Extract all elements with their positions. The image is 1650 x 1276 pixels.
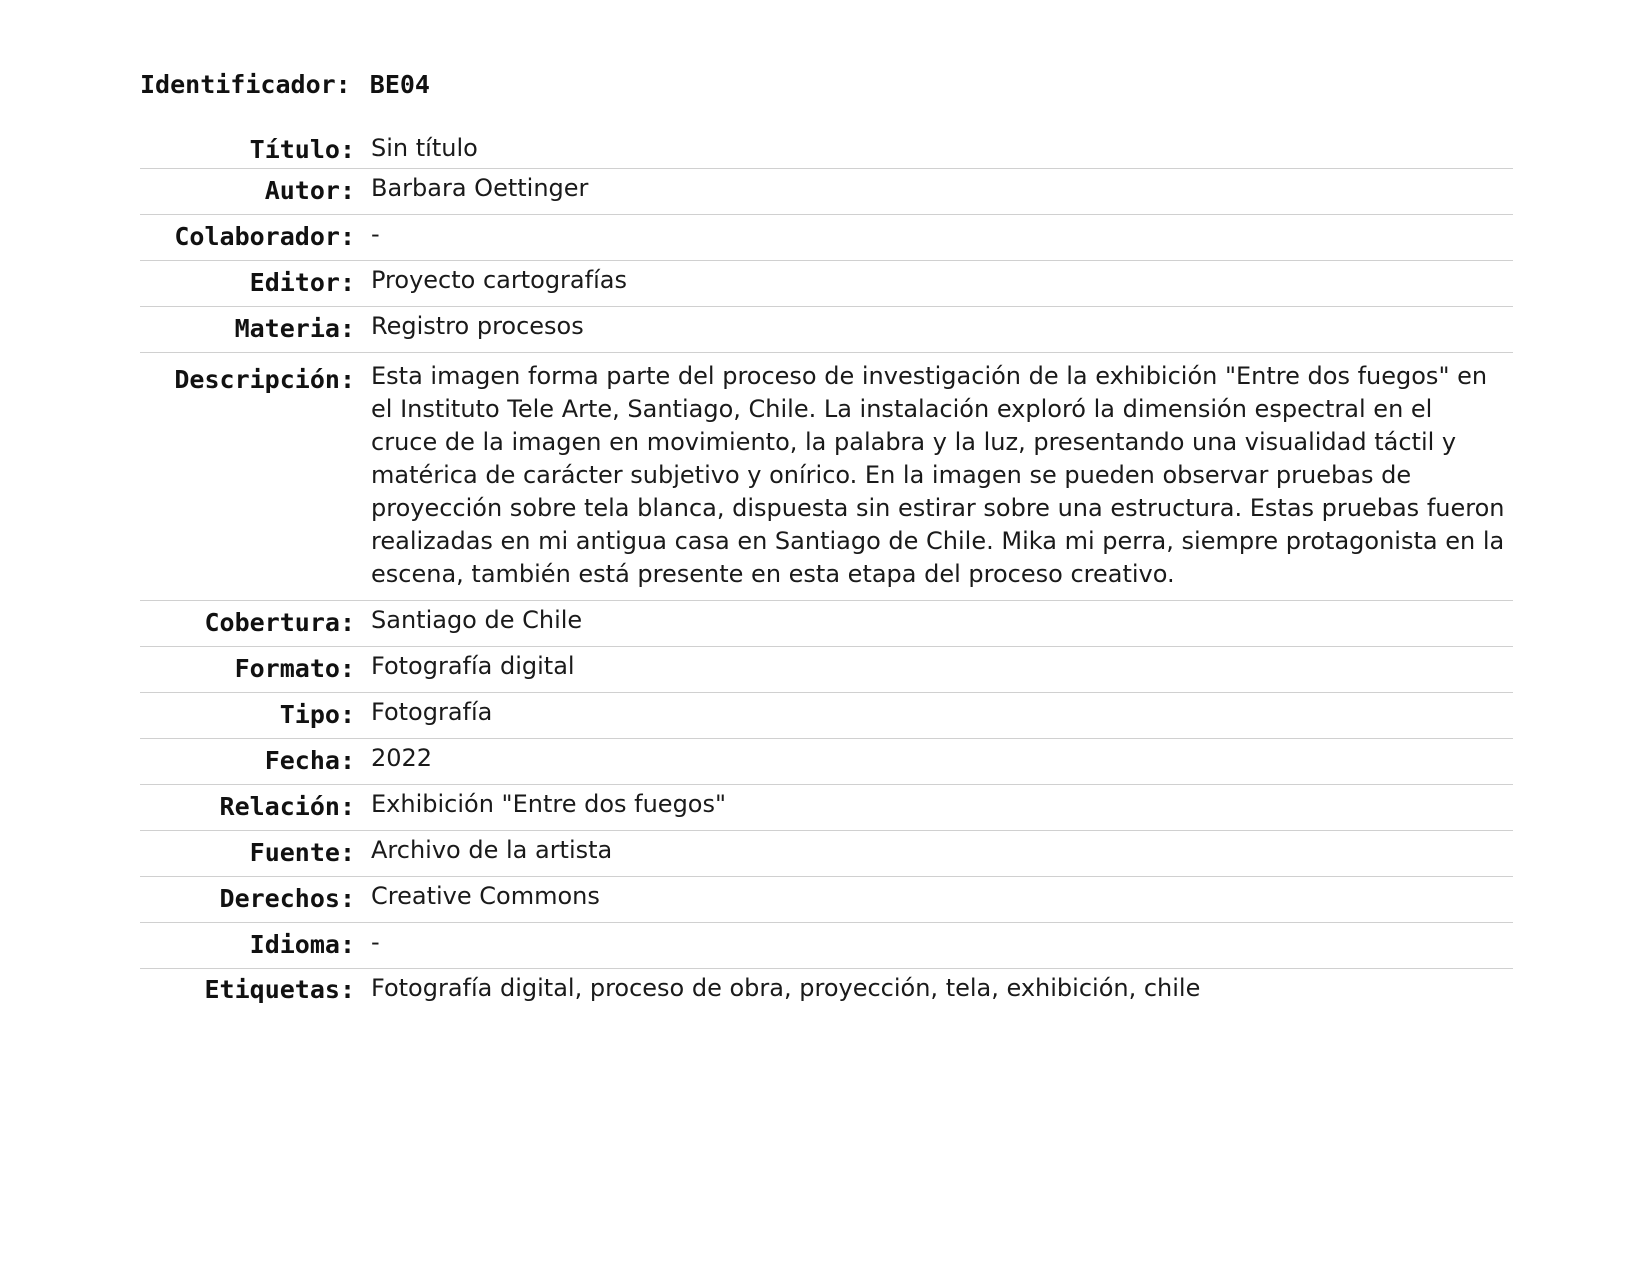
field-label: Idioma: [140, 923, 371, 969]
field-row-editor [140, 261, 1513, 307]
field-label: Etiquetas: [204, 975, 355, 1004]
identifier-value: BE04 [369, 70, 430, 99]
field-value: 2022 [371, 739, 1513, 785]
field-value: Exhibición "Entre dos fuegos" [371, 785, 1513, 831]
field-row-relacion [140, 785, 1513, 831]
field-row-colaborador [140, 215, 1513, 261]
field-row-formato [140, 647, 1513, 693]
field-row-descripcion [140, 353, 1513, 601]
field-value: Fotografía digital [371, 647, 1513, 693]
field-label: Materia: [140, 307, 371, 353]
field-value: Esta imagen forma parte del proceso de investigación de la exhibición "Entre dos fuegos" en el Instituto Tele Arte, Santiago, Chile. La instalación exploró la dimensión espectral en el cruce de la imagen en movimiento, la palabra y la luz, presentando una visualidad táctil y matérica de carácter subjetivo y onírico. En la imagen se pueden observar pruebas de proyección sobre tela blanca, dispuesta sin estirar sobre una estructura. Estas pruebas fueron realizadas en mi antigua casa en Santiago de Chile. Mika mi perra, siempre protagonista en la escena, también está presente en esta etapa del proceso creativo. [371, 353, 1513, 601]
field-value: Sin título [371, 132, 1513, 169]
field-value: Proyecto cartografías [371, 261, 1513, 307]
field-row-materia [140, 307, 1513, 353]
field-label: Descripción: [140, 353, 371, 601]
field-row-fuente [140, 831, 1513, 877]
field-label: Título: [140, 132, 371, 169]
field-row-autor [140, 169, 1513, 215]
field-row-idioma [140, 923, 1513, 969]
field-row-titulo [140, 132, 1513, 169]
field-label: Tipo: [140, 693, 371, 739]
field-label: Colaborador: [140, 215, 371, 261]
metadata-table [140, 132, 1513, 1006]
field-label: Autor: [140, 169, 371, 215]
field-value: - [371, 923, 1513, 969]
field-label: Cobertura: [140, 601, 371, 647]
field-label: Relación: [140, 785, 371, 831]
field-row-tipo [140, 693, 1513, 739]
metadata-record [140, 68, 1513, 1006]
identifier-label: Identificador: [140, 70, 351, 99]
field-label: Formato: [140, 647, 371, 693]
field-label: Editor: [140, 261, 371, 307]
field-row-derechos [140, 877, 1513, 923]
field-label: Fuente: [140, 831, 371, 877]
field-row-cobertura [140, 601, 1513, 647]
field-row-etiquetas [140, 969, 1513, 1007]
field-label: Derechos: [140, 877, 371, 923]
field-value: Archivo de la artista [371, 831, 1513, 877]
field-value: Registro procesos [371, 307, 1513, 353]
field-value: Fotografía digital, proceso de obra, proyección, tela, exhibición, chile [371, 974, 1201, 1002]
field-value: Creative Commons [371, 877, 1513, 923]
identifier-line [140, 68, 1513, 102]
field-label: Fecha: [140, 739, 371, 785]
field-value: Fotografía [371, 693, 1513, 739]
field-value: Barbara Oettinger [371, 169, 1513, 215]
field-value: - [371, 215, 1513, 261]
field-row-fecha [140, 739, 1513, 785]
field-value: Santiago de Chile [371, 601, 1513, 647]
